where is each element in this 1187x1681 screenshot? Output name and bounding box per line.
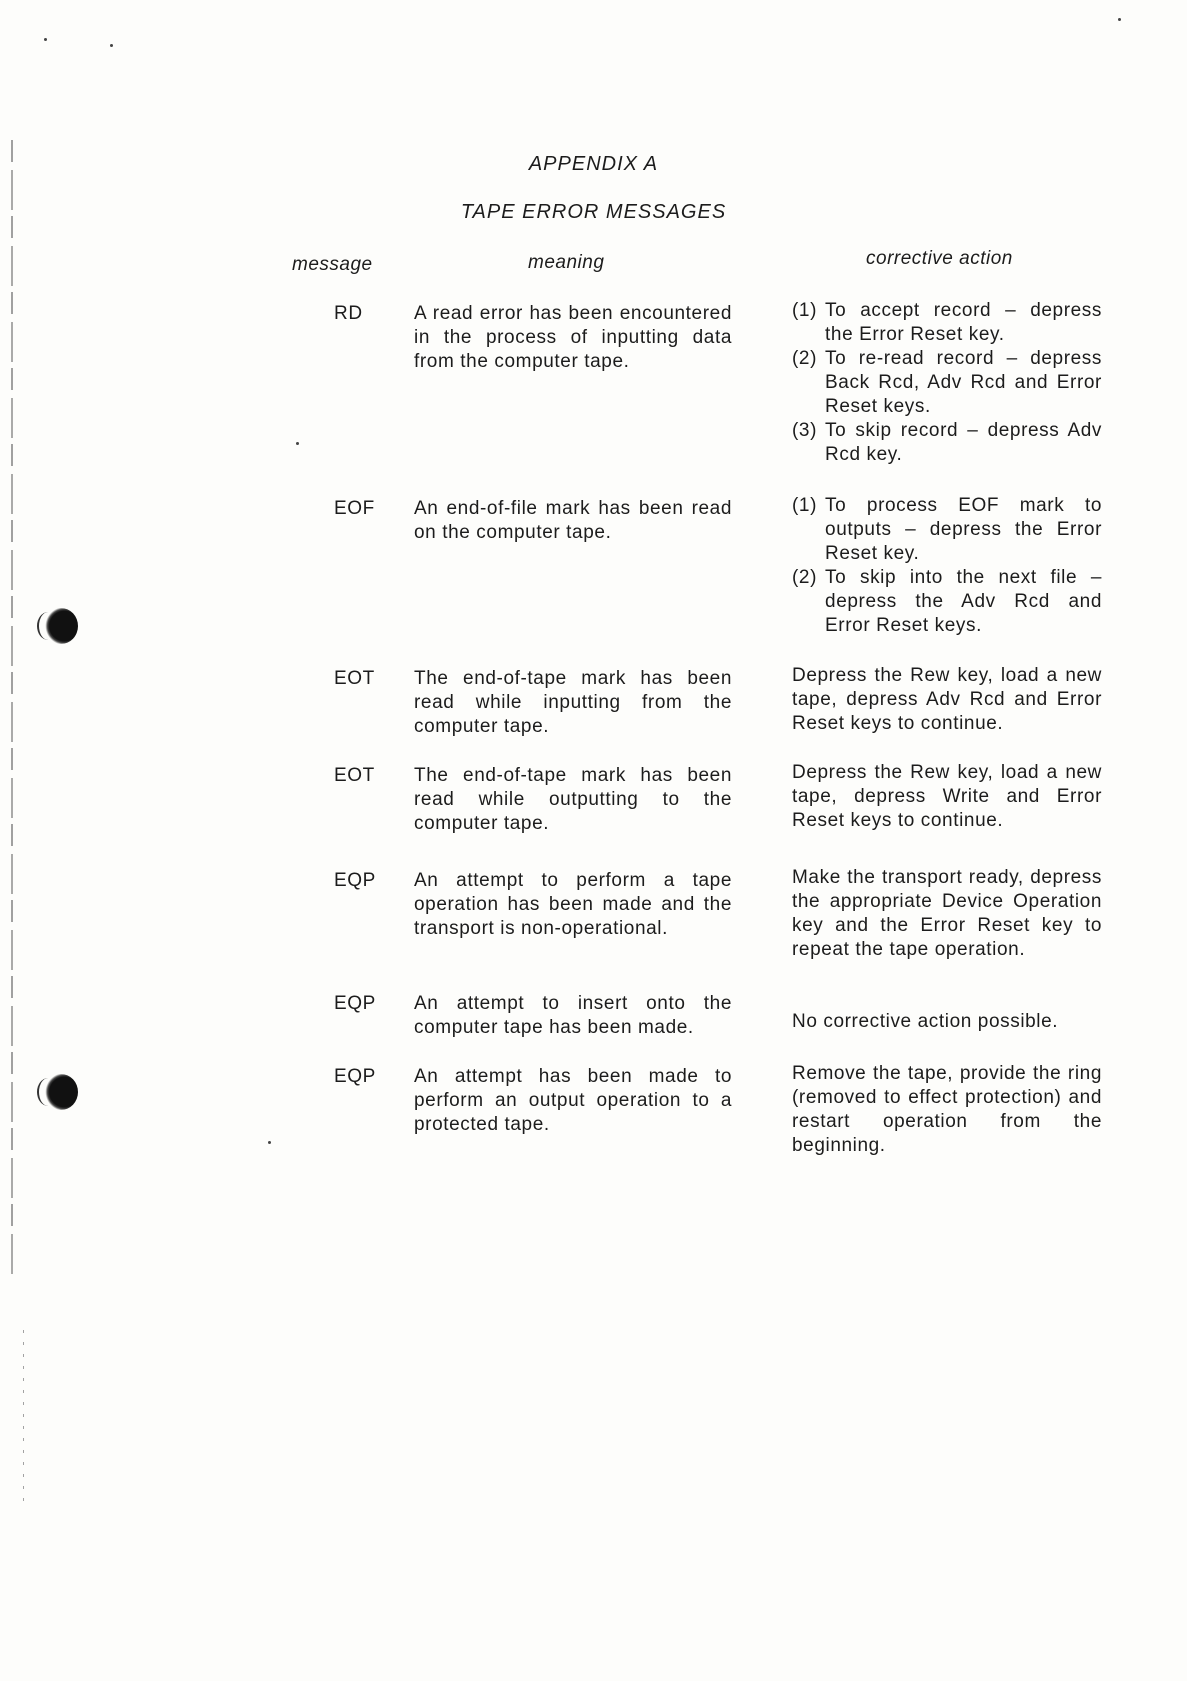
binder-edge-dots	[23, 1330, 24, 1510]
action-step	[792, 419, 1102, 467]
column-header-message: message	[292, 254, 373, 275]
step-text: To process EOF mark to outputs – depress the Error Reset key.	[825, 495, 1102, 564]
message-code: EQP	[334, 870, 376, 891]
scan-speck	[1118, 18, 1121, 21]
action-step	[792, 347, 1102, 419]
meaning-text: A read error has been encountered in the process of inputting data from the computer tape.	[414, 303, 732, 372]
step-text: To accept record – depress the Error Reset key.	[825, 300, 1102, 345]
action-step	[792, 299, 1102, 347]
message-code: EOT	[334, 668, 375, 689]
message-code: EQP	[334, 993, 376, 1014]
corrective-action: Make the transport ready, depress the appropriate Device Operation key and the Error Reset key to repeat the tape operation.	[792, 867, 1102, 960]
message-code: RD	[334, 303, 363, 324]
corrective-action: No corrective action possible.	[792, 1011, 1059, 1032]
corrective-action	[792, 299, 1102, 467]
step-text: To skip record – depress Adv Rcd key.	[825, 420, 1102, 465]
column-header-action: corrective action	[866, 248, 1013, 269]
step-number: (2)	[792, 348, 818, 369]
meaning-text: An attempt has been made to perform an output operation to a protected tape.	[414, 1066, 732, 1135]
corrective-action	[792, 494, 1102, 638]
step-text: To re-read record – depress Back Rcd, Adv Rcd and Error Reset keys.	[825, 348, 1102, 417]
message-code: EOF	[334, 498, 375, 519]
page-subtitle: TAPE ERROR MESSAGES	[460, 201, 727, 223]
step-number: (1)	[792, 495, 818, 516]
corrective-action: Remove the tape, provide the ring (removed to effect protection) and restart operation from the beginning.	[792, 1063, 1102, 1156]
punch-hole-icon	[44, 608, 78, 644]
scan-speck	[296, 442, 299, 445]
message-code: EQP	[334, 1066, 376, 1087]
action-step	[792, 566, 1102, 638]
step-number: (2)	[792, 567, 818, 588]
column-header-meaning: meaning	[528, 252, 605, 273]
scan-speck	[110, 44, 113, 47]
meaning-text: An end-of-file mark has been read on the computer tape.	[414, 498, 732, 543]
meaning-text: The end-of-tape mark has been read while outputting to the computer tape.	[414, 765, 732, 834]
message-code: EOT	[334, 765, 375, 786]
punch-hole-icon	[44, 1074, 78, 1110]
step-text: To skip into the next file – depress the Adv Rcd and Error Reset keys.	[825, 567, 1102, 636]
step-number: (3)	[792, 420, 818, 441]
meaning-text: An attempt to perform a tape operation has been made and the transport is non-operational.	[414, 870, 732, 939]
corrective-action: Depress the Rew key, load a new tape, depress Adv Rcd and Error Reset keys to continue.	[792, 665, 1102, 734]
action-step	[792, 494, 1102, 566]
scan-speck	[44, 38, 47, 41]
meaning-text: An attempt to insert onto the computer tape has been made.	[414, 993, 732, 1038]
scan-speck	[268, 1141, 271, 1144]
meaning-text: The end-of-tape mark has been read while inputting from the computer tape.	[414, 668, 732, 737]
binder-edge-line	[11, 140, 13, 1280]
corrective-action: Depress the Rew key, load a new tape, depress Write and Error Reset keys to continue.	[792, 762, 1102, 831]
step-number: (1)	[792, 300, 818, 321]
page-title: APPENDIX A	[528, 153, 659, 175]
